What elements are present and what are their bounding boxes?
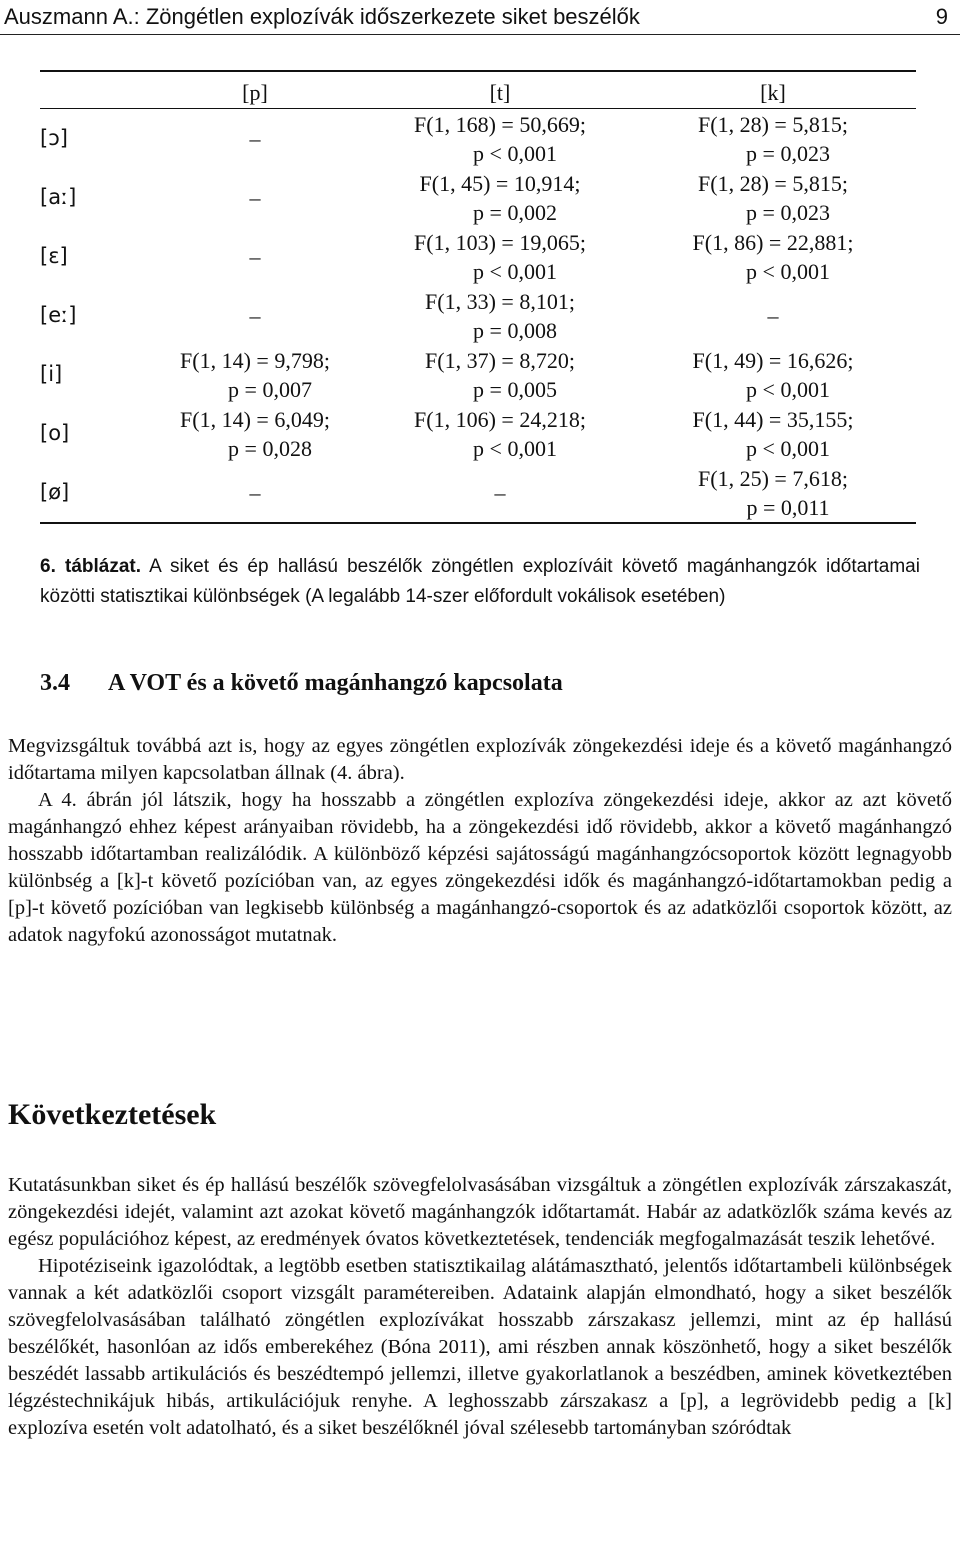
vowel-cell: [ɛ] xyxy=(40,244,68,268)
paragraph: A 4. ábrán jól látszik, hogy ha hosszabb a zöngétlen explozíva zöngekezdési ideje, akkor az azt követő magánhangzó ehhez képest arányaiban rövidebb, ha a zöngekezdési idő rövidebb, akkor a követő magánhangzó hosszabb időtartamban realizálódik. A különböző képzési sajátosságú magánhangzócsoportok között legnagyobb különbség a [k]-t követő pozícióban van, az egyes zöngekezdési idők és magánhangzó-időtartamokban pedig a [p]-t követő pozícióban van legkisebb különbség a magánhangzó-csoportok és az adatközlői csoportok között, az adatok nagyfokú azonosságot mutatnak. xyxy=(8,789,952,946)
f-statistic: F(1, 44) = 35,155; xyxy=(692,406,854,432)
stat-cell-k xyxy=(630,345,916,404)
stat-cell-k xyxy=(630,109,916,169)
stat-cell-p xyxy=(140,286,370,345)
table-header-p: [p] xyxy=(140,71,370,109)
p-value: p = 0,023 xyxy=(746,199,830,225)
stat-cell-p xyxy=(140,109,370,169)
p-value: p = 0,002 xyxy=(473,199,557,225)
section-heading xyxy=(40,670,563,697)
p-value: p = 0,011 xyxy=(746,494,830,520)
results-table-wrapper xyxy=(40,70,916,524)
stat-cell-p xyxy=(140,404,370,463)
f-statistic: F(1, 14) = 9,798; xyxy=(180,347,330,373)
page-number: 9 xyxy=(935,4,948,29)
table-row xyxy=(40,227,916,286)
conclusions-body xyxy=(8,1172,952,1442)
stat-cell-t xyxy=(370,404,630,463)
p-value: p = 0,005 xyxy=(473,376,557,402)
f-statistic: F(1, 49) = 16,626; xyxy=(692,347,854,373)
table-header-vowel xyxy=(40,71,140,109)
conclusions-heading: Következtetések xyxy=(8,1098,217,1131)
table-caption xyxy=(40,552,920,612)
p-value: p = 0,008 xyxy=(473,317,557,343)
vowel-cell: [eː] xyxy=(40,303,77,327)
stat-cell-k xyxy=(630,404,916,463)
f-statistic: F(1, 33) = 8,101; xyxy=(425,288,575,314)
section-title: A VOT és a követő magánhangzó kapcsolata xyxy=(108,670,563,696)
f-statistic: F(1, 86) = 22,881; xyxy=(692,229,854,255)
stat-cell-k xyxy=(630,463,916,523)
vowel-cell: [o] xyxy=(40,421,70,445)
f-statistic: F(1, 25) = 7,618; xyxy=(698,465,848,491)
f-statistic: F(1, 14) = 6,049; xyxy=(180,406,330,432)
section-body xyxy=(8,733,952,949)
vowel-cell: [ɔ] xyxy=(40,126,68,150)
stat-cell-t xyxy=(370,345,630,404)
stat-cell-p xyxy=(140,345,370,404)
stat-cell-k xyxy=(630,227,916,286)
stat-cell-t xyxy=(370,286,630,345)
p-value: p < 0,001 xyxy=(473,140,557,166)
p-value: p = 0,023 xyxy=(746,140,830,166)
stat-cell-p xyxy=(140,168,370,227)
results-table xyxy=(40,70,916,524)
f-statistic: – xyxy=(767,303,779,328)
table-row xyxy=(40,463,916,523)
vowel-cell: [aː] xyxy=(40,185,77,209)
stat-cell-p xyxy=(140,463,370,523)
vowel-cell: [i] xyxy=(40,362,63,386)
f-statistic: F(1, 103) = 19,065; xyxy=(414,229,586,255)
table-header-row xyxy=(40,71,916,109)
table-caption-label: 6. táblázat. xyxy=(40,556,142,577)
f-statistic: – xyxy=(249,303,261,328)
f-statistic: – xyxy=(249,480,261,505)
f-statistic: – xyxy=(249,244,261,269)
table-row xyxy=(40,168,916,227)
running-head-title: Auszmann A.: Zöngétlen explozívák időszerkezete siket beszélők xyxy=(4,4,640,29)
paragraph: Hipotéziseink igazolódtak, a legtöbb esetben statisztikailag alátámasztható, jelentős időtartambeli különbségek vannak a két adatközlői csoport vizsgált paramétereiben. Adataink alapján elmondható, hogy a siket beszélők szövegfelolvasásában található zöngétlen explozívákat hosszabb zárszakasz jellemzi, mint az ép hallású beszélőkét, hasonlóan az idős emberekéhez (Bóna 2011), ami részben annak köszönhető, hogy a siket beszélők beszédét lassabb artikulációs és beszédtempó jellemzi, illetve gyakorlatlanok a beszédben, aminek következtében légzéstechnikájuk hibás, artikulációjuk renyhe. A leghosszabb zárszakasz a [p], a legrövidebb pedig a [k] explozíva esetén volt adatolható, és a siket beszélőknél jóval szélesebb tartományban szóródtak xyxy=(8,1255,952,1439)
p-value: p = 0,028 xyxy=(228,435,312,461)
f-statistic: F(1, 106) = 24,218; xyxy=(414,406,586,432)
stat-cell-k xyxy=(630,168,916,227)
table-header-k: [k] xyxy=(630,71,916,109)
f-statistic: F(1, 28) = 5,815; xyxy=(698,111,848,137)
table-row xyxy=(40,286,916,345)
stat-cell-p xyxy=(140,227,370,286)
table-row xyxy=(40,345,916,404)
paragraph: Kutatásunkban siket és ép hallású beszélők szövegfelolvasásában vizsgáltuk a zöngétlen explozívák zárszakaszát, zöngekezdési idejét, valamint azt azokat követő magánhangzók időtartamát. Habár az adatközlők száma kevés az egész populációhoz képest, az eredmények óvatos következtetések, tendenciák megfogalmazását teszik lehetővé. xyxy=(8,1174,952,1250)
f-statistic: – xyxy=(249,126,261,151)
f-statistic: – xyxy=(249,185,261,210)
f-statistic: – xyxy=(494,480,506,505)
stat-cell-t xyxy=(370,227,630,286)
f-statistic: F(1, 28) = 5,815; xyxy=(698,170,848,196)
stat-cell-t xyxy=(370,168,630,227)
table-row xyxy=(40,109,916,169)
p-value: p = 0,007 xyxy=(228,376,312,402)
f-statistic: F(1, 168) = 50,669; xyxy=(414,111,586,137)
f-statistic: F(1, 37) = 8,720; xyxy=(425,347,575,373)
stat-cell-t xyxy=(370,463,630,523)
table-caption-text: A siket és ép hallású beszélők zöngétlen explozíváit követő magánhangzók időtartamai közötti statisztikai különbségek (A legalább 14-szer előfordult vokálisok esetében) xyxy=(40,556,920,607)
table-row xyxy=(40,404,916,463)
vowel-cell: [ø] xyxy=(40,463,140,523)
stat-cell-t xyxy=(370,109,630,169)
p-value: p < 0,001 xyxy=(473,258,557,284)
p-value: p < 0,001 xyxy=(473,435,557,461)
table-header-t: [t] xyxy=(370,71,630,109)
running-head xyxy=(0,0,960,35)
p-value: p < 0,001 xyxy=(746,376,830,402)
p-value: p < 0,001 xyxy=(746,258,830,284)
f-statistic: F(1, 45) = 10,914; xyxy=(419,170,581,196)
stat-cell-k xyxy=(630,286,916,345)
p-value: p < 0,001 xyxy=(746,435,830,461)
section-number: 3.4 xyxy=(40,670,70,696)
paragraph: Megvizsgáltuk továbbá azt is, hogy az egyes zöngétlen explozívák zöngekezdési ideje és a követő magánhangzó időtartama milyen kapcsolatban állnak (4. ábra). xyxy=(8,735,952,784)
